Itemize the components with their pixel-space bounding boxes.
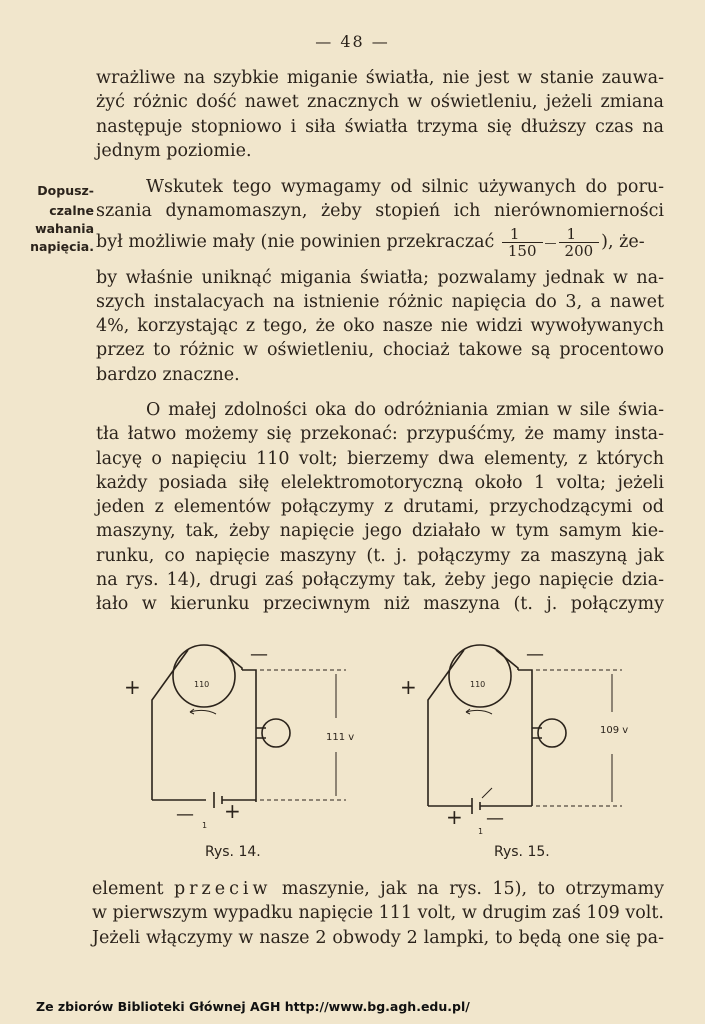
page-number: — 48 — [315, 32, 390, 51]
text-line: runku, co napięcie maszyny (t. j. połączymy za maszyną jak [96, 545, 664, 566]
text-segment: element [92, 879, 164, 899]
text-segment: ), że- [601, 231, 645, 252]
text-segment: był możliwie mały (nie powinien przekraczać [96, 231, 495, 252]
fraction-denominator: 150 [507, 241, 537, 260]
fraction [502, 226, 543, 259]
text-line-with-fractions [96, 224, 664, 266]
margin-note-line: napięcia. [30, 239, 94, 254]
cell-label: 1 [202, 821, 208, 830]
text-line: Wskutek tego wymagamy od silnic używanych do poru- [146, 177, 664, 197]
paragraph-2 [96, 175, 664, 387]
circuit-figures [110, 630, 670, 870]
minus-sign: — [486, 808, 504, 829]
margin-note-line: czalne [49, 203, 94, 218]
text-line: następuje stopniowo i siła światła trzyma się dłuższy czas na [96, 116, 664, 137]
figure-15 [400, 644, 628, 860]
fraction-denominator: 200 [564, 241, 594, 260]
text-line: na rys. 14), drugi zaś połączymy tak, żeby jego napięcie dzia- [96, 570, 664, 591]
text-line: tła łatwo możemy się przekonać: przypuśćmy, że mamy insta- [96, 424, 664, 445]
fraction-numerator: 1 [559, 226, 600, 243]
paragraph-3 [96, 398, 664, 617]
emphasized-word: przeciw [173, 879, 272, 899]
text-line: by właśnie uniknąć migania światła; pozwalamy jednak w na- [96, 267, 664, 288]
text-line: lacyę o napięciu 110 volt; bierzemy dwa elementy, z których [96, 448, 664, 469]
library-footer: Ze zbiorów Biblioteki Głównej AGH http://www.bg.agh.edu.pl/ [36, 999, 470, 1014]
battery-cell [428, 798, 532, 814]
margin-note-line: Dopusz- [37, 183, 94, 198]
plus-sign: + [400, 675, 417, 699]
text-line: maszyny, tak, żeby napięcie jego działało w tym samym kie- [96, 521, 664, 542]
lamp [538, 719, 566, 747]
figure-14 [124, 644, 354, 860]
figure-caption: Rys. 14. [205, 844, 261, 860]
plus-sign: + [446, 805, 463, 829]
wire-top [496, 650, 518, 670]
lamp-leads [256, 728, 266, 738]
machine-label: 110 [470, 680, 486, 689]
minus-sign: — [526, 644, 544, 665]
measure-dashes [536, 670, 622, 806]
fraction [559, 226, 600, 259]
minus-sign: — [250, 644, 268, 665]
wire-top [220, 650, 242, 670]
minus-sign: — [176, 804, 194, 825]
text-line: O małej zdolności oka do odróżniania zmian w sile świa- [146, 400, 664, 420]
wire-left [428, 650, 464, 806]
text-line: Jeżeli włączymy w nasze 2 obwody 2 lampki, to będą one się pa- [92, 927, 664, 948]
wire-right [242, 670, 256, 802]
text-line: przez to różnic w oświetleniu, chociaż takowe są procentowo [96, 340, 664, 361]
paragraph-4 [92, 877, 664, 950]
lamp-leads [532, 728, 542, 738]
text-line: szania dynamomaszyn, żeby stopień ich nierównomierności [96, 201, 664, 222]
wire-right [518, 670, 532, 806]
text-segment: maszynie, jak na rys. 15), to otrzymamy [281, 879, 664, 899]
fraction-separator: — [544, 235, 557, 250]
text-line: łało w kierunku przeciwnym niż maszyna (t. j. połączymy [96, 594, 664, 615]
text-line: żyć różnic dość nawet znacznych w oświetleniu, jeżeli zmiana [96, 92, 664, 113]
switch-stroke [482, 788, 492, 798]
text-line: wrażliwe na szybkie miganie światła, nie jest w stanie zauwa- [96, 68, 664, 88]
text-line: jednym poziomie. [96, 140, 252, 161]
cell-label: 1 [478, 827, 484, 836]
text-line: każdy posiada siłę elelektromotoryczną około 1 volta; jeżeli [96, 472, 664, 493]
lamp [262, 719, 290, 747]
paragraph-1 [96, 66, 664, 163]
text-line: szych instalacyach na istnienie różnic napięcia do 3, a nawet [96, 291, 664, 312]
text-line: w pierwszym wypadku napięcie 111 volt, w drugim zaś 109 volt. [92, 903, 664, 924]
text-line [92, 877, 664, 901]
figure-caption: Rys. 15. [494, 844, 550, 860]
voltage-label: 111 v [326, 732, 355, 743]
voltage-label: 109 v [600, 725, 629, 736]
margin-note-line: wahania [35, 221, 94, 236]
machine-label: 110 [194, 680, 210, 689]
text-line: bardzo znaczne. [96, 364, 240, 385]
text-line: 4%, korzystając z tego, że oko nasze nie widzi wywoływanych [96, 316, 664, 337]
margin-note [30, 182, 94, 255]
text-line: jeden z elementów połączymy z drutami, przychodzącymi od [96, 497, 664, 518]
wire-left [152, 650, 188, 800]
plus-sign: + [124, 675, 141, 699]
plus-sign: + [224, 799, 241, 823]
fraction-numerator: 1 [502, 226, 543, 243]
